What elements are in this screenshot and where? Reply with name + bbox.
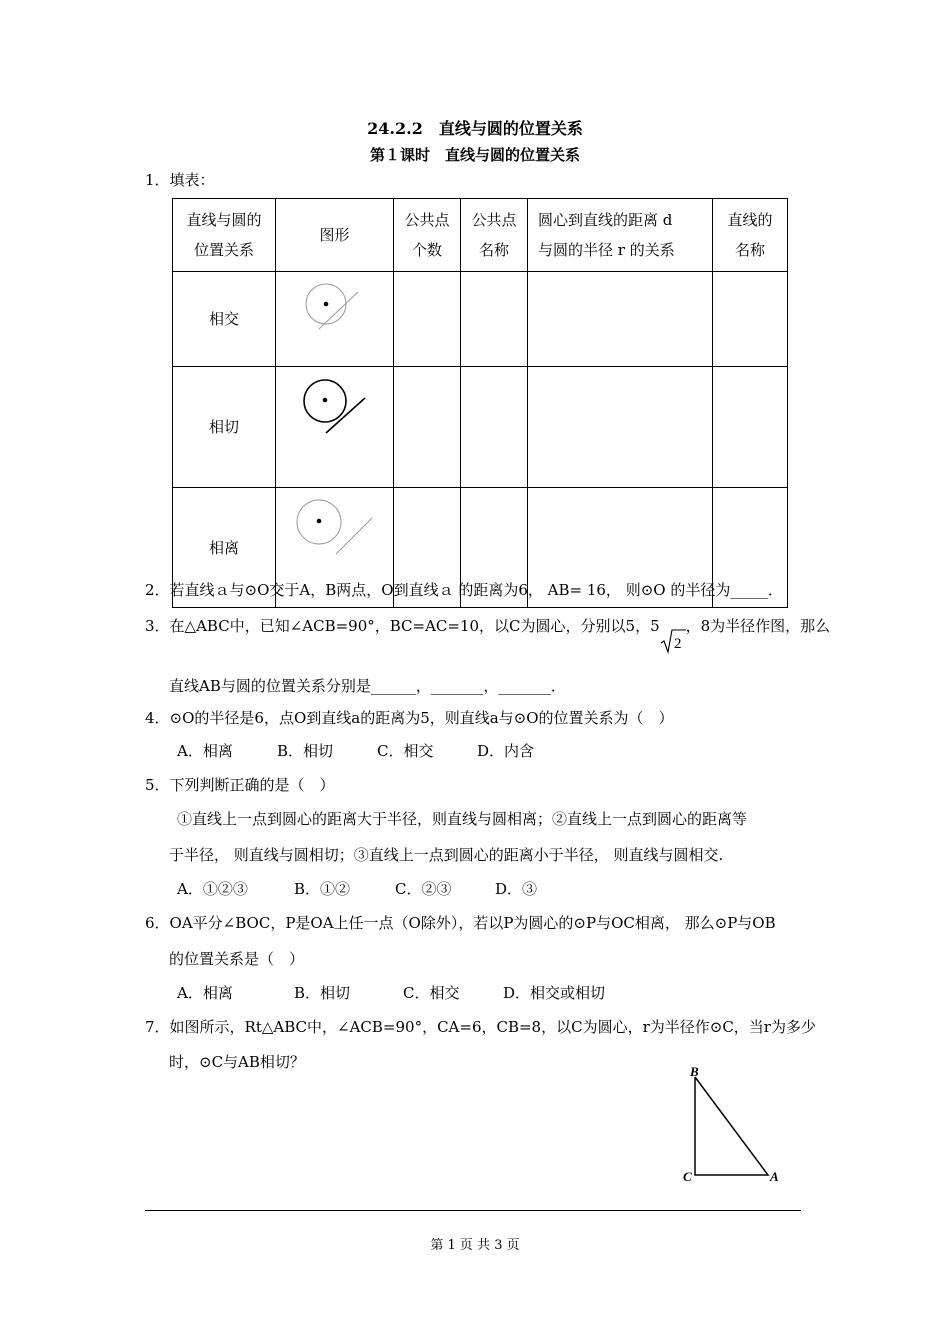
header-distance-line1: 圆心到直线的距离 d [538, 211, 673, 229]
question-6-line2: 的位置关系是（ ） [169, 950, 305, 968]
center-dot-tangent [323, 398, 328, 403]
header-relation [173, 199, 276, 272]
cell-empty[interactable] [713, 367, 788, 488]
cell-empty[interactable] [528, 367, 713, 488]
tangent-figure-svg [276, 367, 393, 477]
q5-option-d[interactable]: D．③ [495, 880, 538, 898]
header-distance [528, 199, 713, 272]
question-7-line1: 7．如图所示，Rt△ABC中，∠ACB=90°，CA=6，CB=8，以C为圆心，r为半径作⊙C，当r为多少 [145, 1018, 816, 1036]
q3-part2: ，8为半径作图，那么 [685, 617, 831, 635]
question-5: 5．下列判断正确的是（ ） [145, 776, 335, 794]
header-distance-line2: 与圆的半径 r 的关系 [538, 241, 675, 259]
sqrt-expression [660, 628, 686, 654]
cell-empty[interactable] [461, 272, 528, 367]
header-relation-line1: 直线与圆的 [186, 211, 262, 229]
header-common-name [461, 199, 528, 272]
question-4: 4．⊙O的半径是6，点O到直线a的距离为5，则直线a与⊙O的位置关系为（ ） [145, 709, 674, 727]
header-line-name-line1: 直线的 [727, 211, 773, 229]
label-c: C [683, 1169, 692, 1184]
q6-option-d[interactable]: D．相交或相切 [503, 984, 606, 1002]
cell-empty[interactable] [461, 367, 528, 488]
q4-option-c[interactable]: C．相交 [377, 742, 434, 760]
q6-option-b[interactable]: B．相切 [294, 984, 351, 1002]
header-common-count [394, 199, 461, 272]
document-subtitle: 第１课时 直线与圆的位置关系 [369, 146, 580, 164]
label-a: A [770, 1169, 779, 1184]
fill-in-table [172, 198, 788, 608]
q6-option-a[interactable]: A．相离 [177, 984, 233, 1002]
table-header-row [173, 199, 788, 272]
row-label-tangent: 相切 [173, 367, 276, 488]
label-b: B [690, 1064, 699, 1079]
question-7-line2: 时，⊙C与AB相切？ [169, 1053, 305, 1071]
q5-options [177, 879, 537, 899]
q5-option-b[interactable]: B．①② [294, 880, 351, 898]
cell-empty[interactable] [394, 367, 461, 488]
table-row [173, 367, 788, 488]
header-common-count-line2: 个数 [411, 241, 442, 259]
cell-empty[interactable] [713, 272, 788, 367]
q5-option-a[interactable]: A．①②③ [177, 880, 248, 898]
q4-option-d[interactable]: D．内含 [477, 742, 535, 760]
question-3-line2: 直线AB与圆的位置关系分别是______，_______，_______． [169, 677, 566, 695]
question-2: 2．若直线ａ与⊙O交于A，B两点，O到直线ａ 的距离为6， AB= 16， 则⊙O 的半径为_____． [145, 581, 783, 599]
q5-statement-line1: ①直线上一点到圆心的距离大于半径，则直线与圆相离；②直线上一点到圆心的距离等 [177, 810, 748, 828]
header-line-name-line2: 名称 [734, 241, 765, 259]
header-common-name-line1: 公共点 [471, 211, 517, 229]
triangle-abc [695, 1077, 768, 1175]
cell-empty[interactable] [394, 272, 461, 367]
line-intersect [319, 292, 358, 329]
footer-divider [145, 1210, 801, 1211]
center-dot-separate [317, 519, 322, 524]
q3-part1: 3．在△ABC中，已知∠ACB=90°，BC=AC=10，以C为圆心，分别以5，5 [145, 617, 660, 635]
header-line-name [713, 199, 788, 272]
q5-statement-line2: 于半径， 则直线与圆相切；③直线上一点到圆心的距离小于半径， 则直线与圆相交. [169, 846, 724, 864]
figure-tangent [276, 367, 394, 488]
q4-option-a[interactable]: A．相离 [177, 742, 233, 760]
q6-options [177, 983, 605, 1003]
q4-option-b[interactable]: B．相切 [277, 742, 334, 760]
q1-prompt: 1．填表： [145, 171, 215, 189]
page-footer: 第 1 页 共 3 页 [430, 1238, 520, 1253]
header-relation-line2: 位置关系 [193, 241, 254, 259]
question-6-line1: 6．OA平分∠BOC，P是OA上任一点（O除外），若以P为圆心的⊙P与OC相离， 那么⊙P与OB [145, 914, 776, 932]
q6-option-c[interactable]: C．相交 [403, 984, 460, 1002]
right-triangle-figure [676, 1060, 786, 1190]
q4-options [177, 741, 534, 761]
header-common-count-line1: 公共点 [404, 211, 450, 229]
header-figure: 图形 [276, 199, 394, 272]
intersect-figure-svg [276, 272, 393, 356]
cell-empty[interactable] [528, 272, 713, 367]
sqrt-sign-icon [660, 628, 686, 654]
question-3-line1 [145, 614, 831, 652]
center-dot-intersect [324, 302, 329, 307]
document-title: 24.2.2 直线与圆的位置关系 [367, 119, 583, 138]
figure-intersect [276, 272, 394, 367]
q5-option-c[interactable]: C．②③ [395, 880, 452, 898]
row-label-separate: 相离 [173, 488, 276, 608]
sqrt-argument: 2 [673, 636, 682, 652]
header-common-name-line2: 名称 [478, 241, 509, 259]
table-row [173, 272, 788, 367]
row-label-intersect: 相交 [173, 272, 276, 367]
